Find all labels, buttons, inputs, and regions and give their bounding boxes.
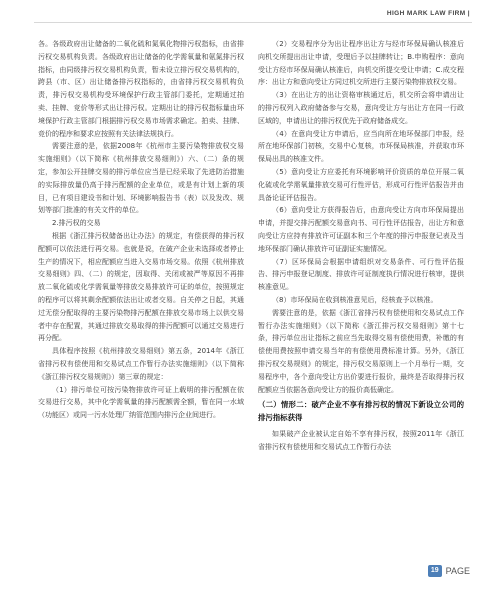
- page-number: 19: [428, 565, 442, 577]
- right-column: [258, 38, 464, 454]
- paragraph: 具体程序按照《杭州排放交易细则》第五条，2014年《浙江省排污权有偿使用和交易试点工作暂行办法实施细则》（以下简称《浙江排污权交易规则》）第三章的规定：: [38, 347, 244, 381]
- paragraph: 2.排污权的交易: [52, 219, 101, 228]
- paragraph: 各。各级政府出让储备的二氧化硫和氮氧化物排污权指标，由省排污权交易机构负责。各级政府出让储备的化学需氧量和氨氮排污权指标，由同级排污权交易机构负责，暂未设立排污权交易机构的，跨县（市、区）出让储备排污权指标的，由省排污权交易机构负责，排污权交易机构受环境保护行政主管部门委托，定期通过拍卖、挂牌、竞价等形式出让排污权。定期出让的排污权指标量由环境保护行政主管部门根据排污权交易市场需求确定。拍卖、挂牌、竞价的程序和要求应按照有关法律法规执行。: [38, 40, 244, 138]
- paragraph: （5）意向受让方应委托有环境影响评价资质的单位开展二氧化硫或化学需氧量排放交易可行性评估，形成可行性评估报告并由具备论证评估报告。: [258, 167, 464, 202]
- page-footer: [428, 565, 470, 577]
- paragraph: （6）意向受让方获得报告后，由意向受让方向市环保局提出申请，并提交排污配额交易意向书、可行性评估报告，出让方和意向受让方应持有排放许可证副本和三个年度的排污申报登记表及当地环保部门确认排放许可证副证实施情况。: [258, 206, 464, 253]
- header-divider: [34, 22, 472, 23]
- paragraph: （3）在出让方的出让资格审核通过后，机交所会将申请出让的排污权列入政府储备参与交易，意向受让方与出让方在同一行政区域的，申请出让的排污权优先于政府储备成交。: [258, 91, 464, 125]
- left-column: [38, 38, 244, 422]
- paragraph: （2）交易程序分为出让程序出让方与经市环保局确认核准后向机交所提出出让申请，受理后予以挂牌转让；B.申购程序：意向受让方经市环保局确认核准后，向机交所提交受让申请；C.成交程序：出让方和意向受让方同过机交所进行主要污染物排放权交易。: [258, 40, 464, 87]
- running-header: HIGH MARK LAW FIRM |: [386, 10, 470, 17]
- page-label: PAGE: [445, 566, 470, 576]
- paragraph: 如果破产企业被认定自始不享有排污权，按照2011年《浙江省排污权有偿使用和交易试点工作暂行办法: [258, 429, 464, 451]
- paragraph: 根据《浙江排污权储备出让办法》的规定，有偿获得的排污权配额可以依法进行再交易。也就是说，在破产企业未选择或者停止生产的情况下，相应配额应当进入交易市场交易。依照《杭州排放交易细则》四、（二）的规定，因取得、关闭或被严等原因不再排放二氧化硫或化学需氧量等排放交易排放许可证的单位，按照规定的程序可以将其剩余配额依法出让或者交易。自关停之日起，其通过无偿分配取得的主要污染物排污配额在排放交易市场上以供交易者中存在配置，其通过排放交易取得的排污配额可以通过交易进行再分配。: [38, 231, 244, 343]
- paragraph: （4）在意向受让方申请后，应当向所在地环保部门申报，经所在地环保部门初核，交易中心复核，市环保局核准，并获取市环保局出具的核准文件。: [258, 129, 464, 164]
- paragraph: （7）区环保局会根据申请组织对交易条件、可行性评估报告、排污申报登记制度、排放许可证制度执行情况进行核审，提供核准意见。: [258, 257, 464, 292]
- paragraph: 需要注意的是，依据2008年《杭州市主要污染物排放权交易实施细则》（以下简称《杭州排放交易细则》）六、（二）条的规定，参加公开挂牌交易的排污单位应当是已经采取了先进防治措施的实际排放量仍高于排污配额的企业单位，或是有计划上新的项目，已有项目建设书和计划、环境影响报告书（表）以及发改、规划等部门批准的有关文件的单位。: [38, 142, 244, 215]
- paragraph: 需要注意的是，依据《浙江省排污权有偿使用和交易试点工作暂行办法实施细则》（以下简称《浙江排污权交易细则》第十七条，排污单位出让指标之前应当先取得交易有偿使用费，补缴的有偿使用费按照申请交易当年的有偿使用费标准计算。另外，《浙江排污权交易规则》的规定，排污权交易原则上一个月举行一期，交易程序中，各个意向受让方出价要进行报价，最终是否取得排污权配额应当依据各意向受让方的报价高低确定。: [258, 308, 464, 394]
- section-heading: （二）情形二：破产企业不享有排污权的情况下新设立公司的排污指标获得: [258, 400, 464, 423]
- paragraph: （8）市环保局在收到核准意见后，经核查予以核准。: [272, 295, 438, 304]
- paragraph: （1）排污单位可按污染物排放许可证上载明的排污配额在依交易进行交易，其中化学需氧量的排污配额需全额，暂在同一水域（功能区）或同一污水处理厂纳管范围内排污企业间进行。: [38, 385, 244, 420]
